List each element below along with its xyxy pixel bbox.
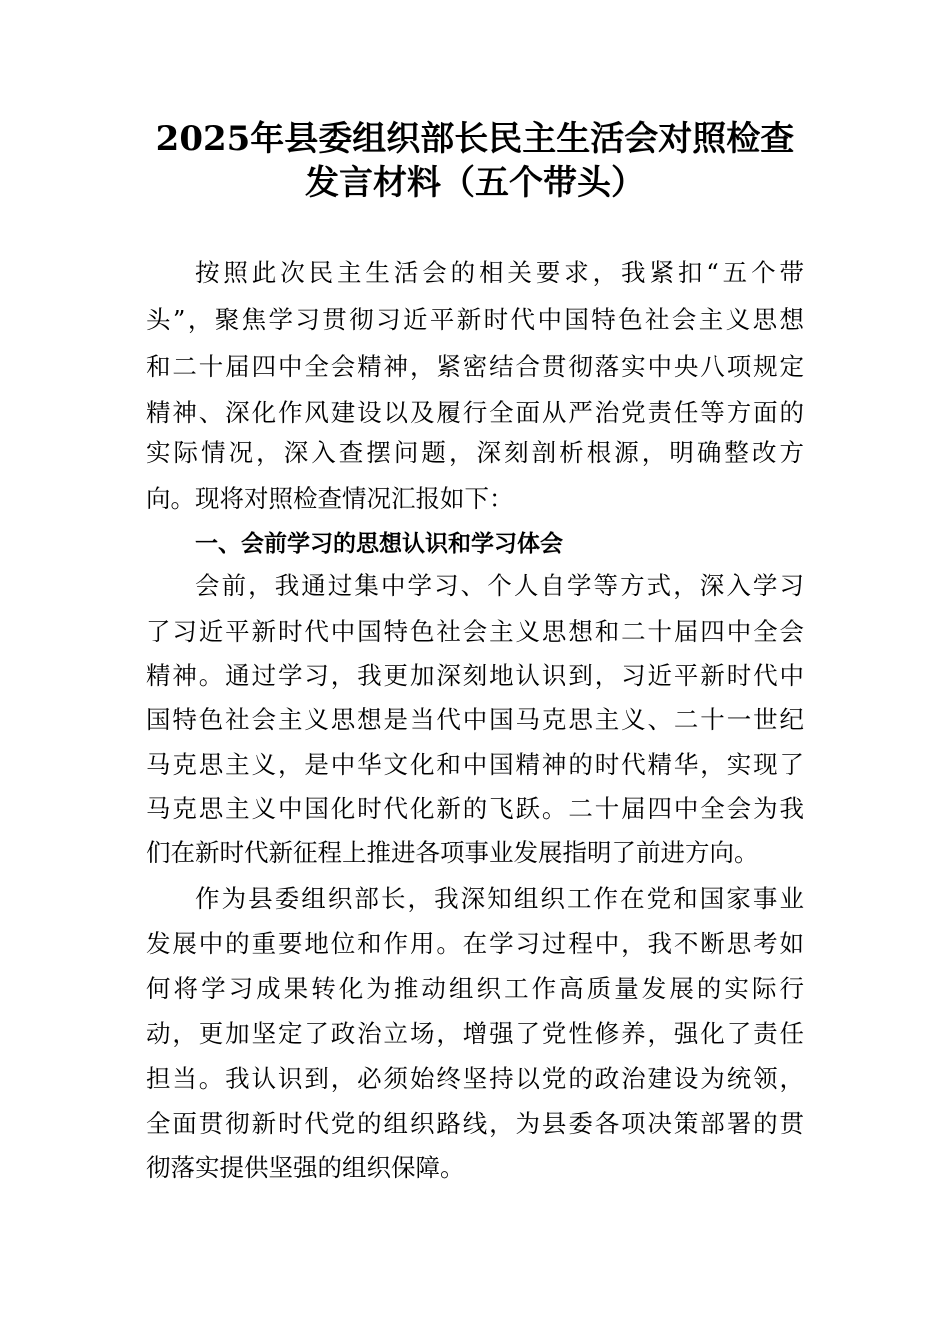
paragraph-3-line-7: 彻落实提供坚强的组织保障。	[146, 1153, 465, 1182]
paragraph-2-line-1: 会前，我通过集中学习、个人自学等方式，深入学习	[195, 571, 804, 600]
paragraph-3-line-1: 作为县委组织部长，我深知组织工作在党和国家事业	[195, 884, 804, 913]
paragraph-2-line-6: 马克思主义中国化时代化新的飞跃。二十届四中全会为我	[146, 794, 804, 823]
paragraph-1-line-3: 和二十届四中全会精神，紧密结合贯彻落实中央八项规定	[146, 352, 804, 381]
paragraph-1-line-6: 向。现将对照检查情况汇报如下：	[146, 484, 514, 513]
section-heading-1: 一、会前学习的思想认识和学习体会	[195, 531, 563, 557]
document-title-line-2: 发言材料（五个带头）	[305, 163, 645, 203]
paragraph-2-line-2: 了习近平新时代中国特色社会主义思想和二十届四中全会	[146, 617, 804, 646]
document-title-line-1: 2025年县委组织部长民主生活会对照检查	[155, 119, 795, 159]
paragraph-3-line-4: 动，更加坚定了政治立场，增强了党性修养，强化了责任	[146, 1019, 804, 1048]
paragraph-2-line-7: 们在新时代新征程上推进各项事业发展指明了前进方向。	[146, 838, 759, 867]
paragraph-3-line-2: 发展中的重要地位和作用。在学习过程中，我不断思考如	[146, 929, 804, 958]
paragraph-1-line-2: 头”，聚焦学习贯彻习近平新时代中国特色社会主义思想	[146, 305, 804, 334]
paragraph-3-line-3: 何将学习成果转化为推动组织工作高质量发展的实际行	[146, 974, 804, 1003]
paragraph-2-line-3: 精神。通过学习，我更加深刻地认识到，习近平新时代中	[146, 661, 804, 690]
paragraph-1-line-4: 精神、深化作风建设以及履行全面从严治党责任等方面的	[146, 398, 804, 427]
paragraph-1-line-1: 按照此次民主生活会的相关要求，我紧扣“五个带	[195, 258, 804, 287]
paragraph-1-line-5: 实际情况，深入查摆问题，深刻剖析根源，明确整改方	[146, 438, 804, 467]
paragraph-2-line-4: 国特色社会主义思想是当代中国马克思主义、二十一世纪	[146, 705, 804, 734]
paragraph-3-line-5: 担当。我认识到，必须始终坚持以党的政治建设为统领，	[146, 1064, 804, 1093]
paragraph-2-line-5: 马克思主义，是中华文化和中国精神的时代精华，实现了	[146, 750, 804, 779]
paragraph-3-line-6: 全面贯彻新时代党的组织路线，为县委各项决策部署的贯	[146, 1109, 804, 1138]
